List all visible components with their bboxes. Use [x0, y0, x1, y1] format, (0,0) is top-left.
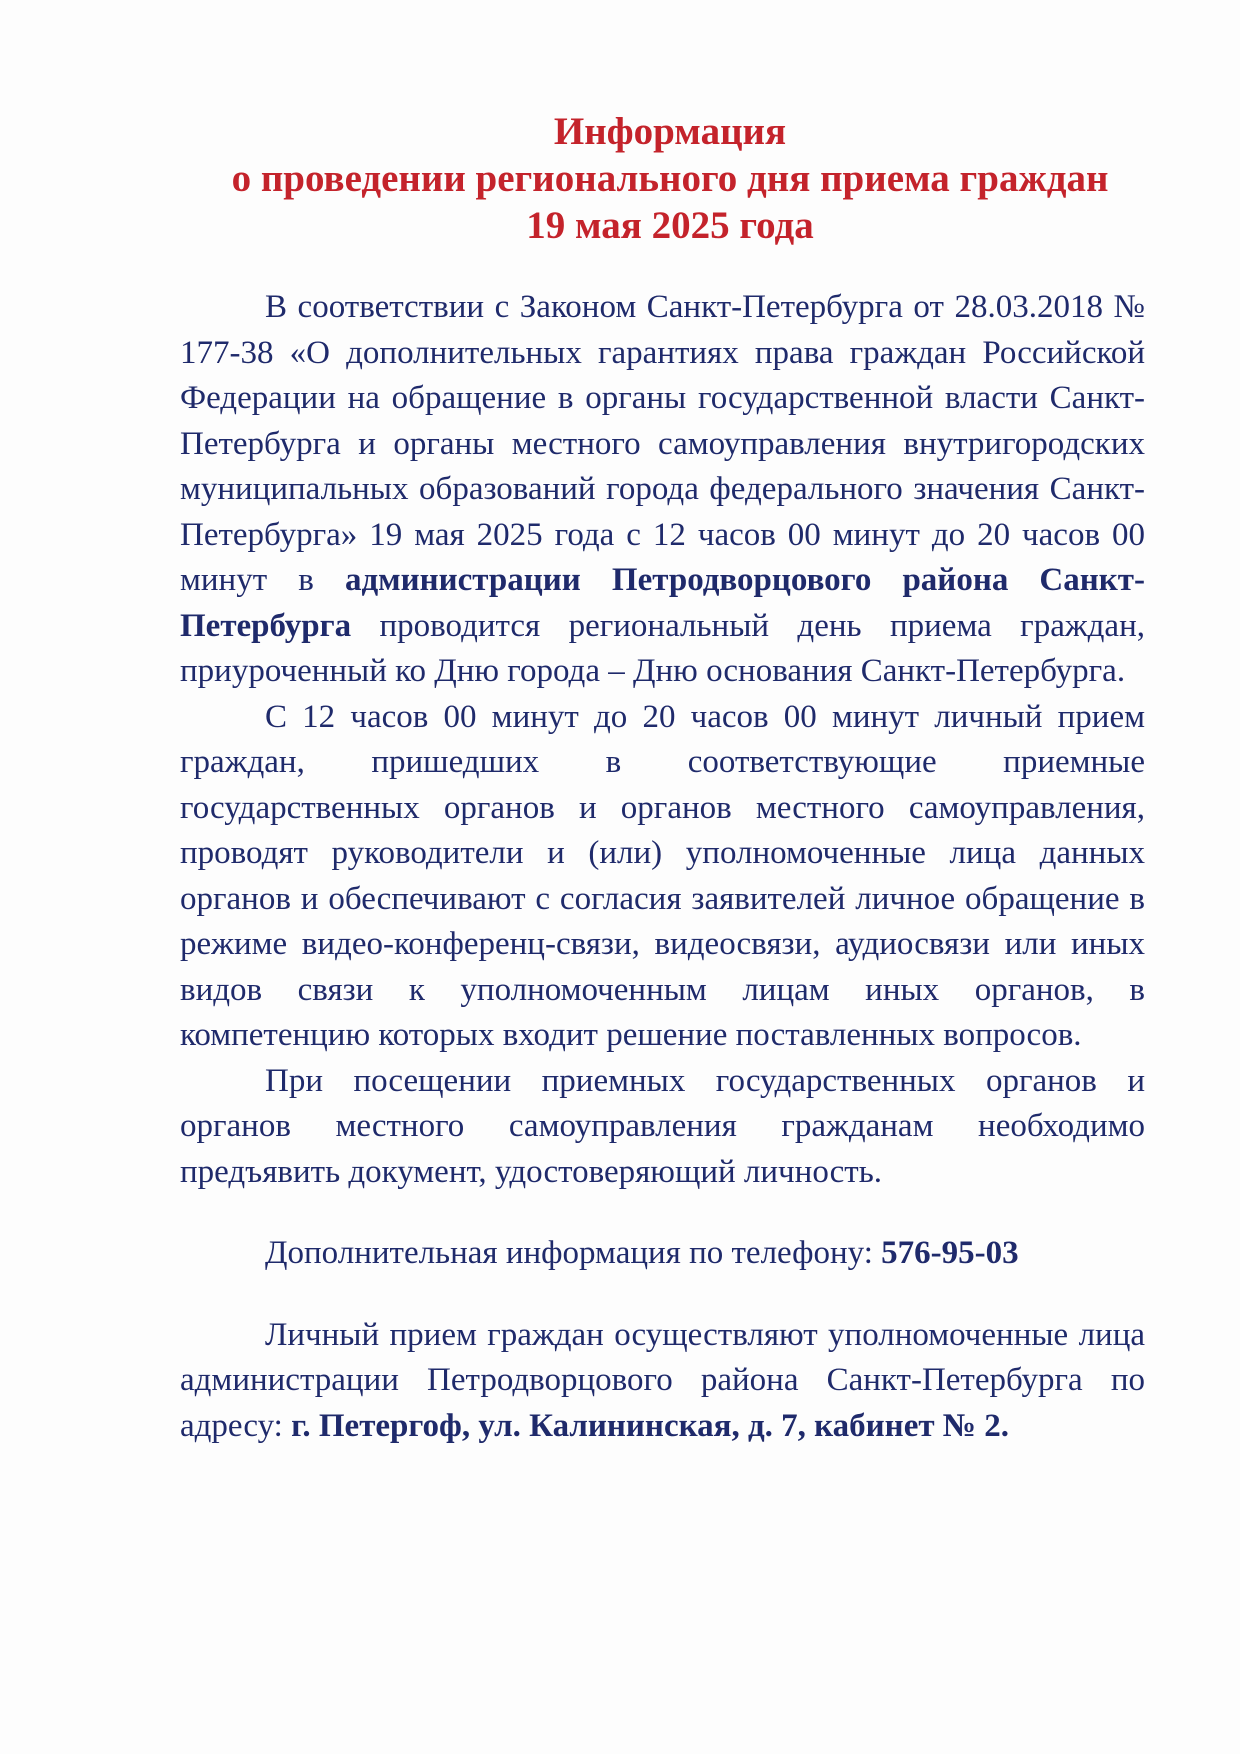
paragraph-reception-hours	[180, 695, 1145, 1059]
paragraph-1-ending: проводится региональный день приема граждан, приуроченный ко Дню города – Дню основания Санкт-Петербурга.	[180, 607, 1145, 689]
document-title	[180, 108, 1160, 249]
contact-line	[180, 1231, 1145, 1277]
paragraph-law-reference	[180, 285, 1145, 695]
paragraph-1-text: В соответствии с Законом Санкт-Петербурга от 28.03.2018 № 177-38 «О дополнительных гарантиях права граждан Российской Федерации на обращение в органы государственной власти Санкт-Петербурга и органы местного самоуправления внутригородских муниципальных образований города федерального значения Санкт-Петербурга» 19 мая 2025 года с 12 часов 00 минут до 20 часов 00 минут в	[180, 289, 1145, 598]
paragraph-3-text: При посещении приемных государственных органов и органов местного самоуправления гражданам необходимо предъявить документ, удостоверяющий личность.	[180, 1062, 1145, 1190]
address-location: г. Петергоф, ул. Калининская, д. 7, кабинет № 2.	[291, 1407, 1009, 1444]
title-line-1: Информация	[553, 110, 787, 153]
address-intro: Личный прием граждан осуществляют уполномоченные лица администрации Петродворцового района Санкт-Петербурга по адресу:	[180, 1316, 1145, 1444]
paragraph-id-requirement	[180, 1059, 1145, 1196]
document-body	[180, 285, 1145, 1449]
contact-phone: 576-95-03	[881, 1235, 1019, 1271]
title-line-2: о проведении регионального дня приема граждан	[231, 157, 1109, 200]
paragraph-2-text: С 12 часов 00 минут до 20 часов 00 минут личный прием граждан, пришедших в соответствующие приемные государственных органов и органов местного самоуправления, проводят руководители и (или) уполномоченные лица данных органов и обеспечивают с согласия заявителей личное обращение в режиме видео-конференц-связи, видеосвязи, аудиосвязи или иных видов связи к уполномоченным лицам иных органов, в компетенцию которых входит решение поставленных вопросов.	[180, 698, 1145, 1053]
address-paragraph	[180, 1313, 1145, 1450]
contact-label: Дополнительная информация по телефону:	[265, 1235, 882, 1271]
administration-name: администрации Петродворцового района Санкт-Петербурга	[180, 562, 1145, 644]
title-line-3: 19 мая 2025 года	[526, 204, 814, 247]
